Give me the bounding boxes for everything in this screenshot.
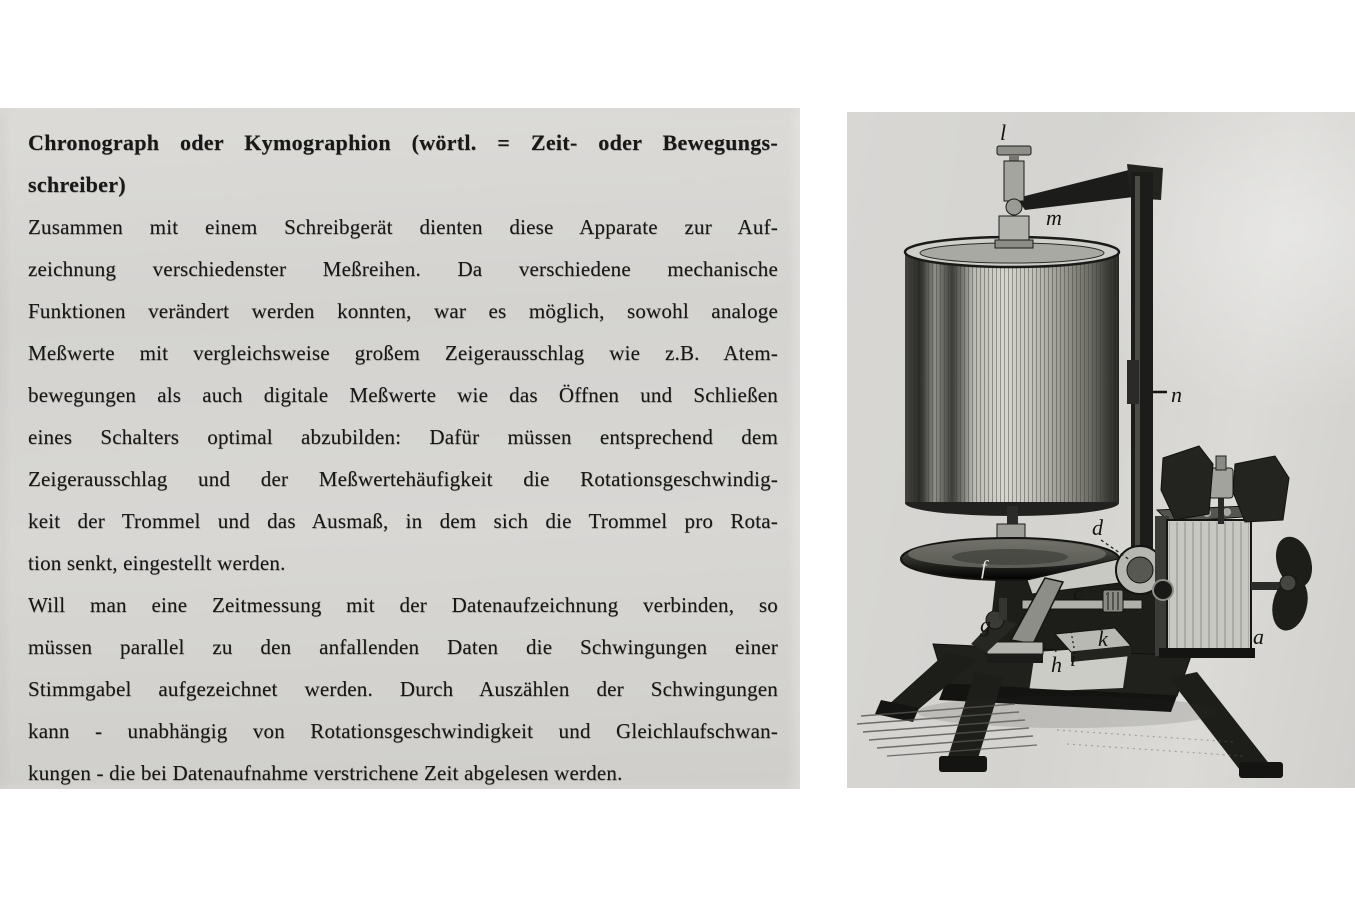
- drum-hatching: [905, 252, 1119, 502]
- governor-finial: [1216, 456, 1226, 470]
- gearbox-boss: [1153, 580, 1173, 600]
- label-a: a: [1253, 624, 1264, 649]
- lever-screw: [999, 598, 1007, 620]
- body-line: zeichnung verschiedenster Meßreihen. Da verschiedene mechanische: [28, 257, 778, 281]
- winding-key: [1251, 532, 1318, 634]
- gearbox-gear-hint: [1223, 508, 1231, 516]
- leg-right: [1169, 672, 1271, 774]
- governor-stem: [1218, 496, 1224, 524]
- label-l: l: [1000, 120, 1007, 145]
- figure-panel: [847, 112, 1355, 788]
- body-line: Funktionen verändert werden konnten, war es möglich, sowohl analoge: [28, 299, 778, 323]
- post-clamp: [1127, 360, 1139, 404]
- body-line: kann - unabhängig von Rotationsgeschwindigkeit und Gleichlaufschwan-: [28, 719, 778, 743]
- fan-blade-left: [1161, 446, 1213, 520]
- fan-blade-right: [1233, 456, 1289, 522]
- body-line: bewegungen als auch digitale Meßwerte wie das Öffnen und Schließen: [28, 383, 778, 407]
- label-d: d: [1092, 515, 1103, 540]
- body-line: tion senkt, eingestellt werden.: [28, 551, 286, 575]
- label-f: f: [981, 557, 987, 579]
- bearing-center: [1127, 557, 1153, 583]
- spindle-body: [1004, 161, 1024, 201]
- foot-front-left: [939, 756, 987, 772]
- label-m: m: [1046, 205, 1062, 230]
- body-line: Zeigerausschlag und der Meßwertehäufigkeit die Rotationsgeschwindig-: [28, 467, 778, 491]
- spindle-ball: [1006, 199, 1022, 215]
- gearbox: [1153, 506, 1259, 658]
- gearbox-bottom: [1159, 648, 1255, 658]
- foot-right: [1239, 762, 1283, 778]
- label-k: k: [1098, 626, 1108, 651]
- body-line: müssen parallel zu den anfallenden Daten die Schwingungen einer: [28, 635, 778, 659]
- kymograph-illustration: [847, 112, 1355, 788]
- spindle-flange: [995, 240, 1033, 248]
- heading-line: schreiber): [28, 172, 126, 197]
- body-line: Zusammen mit einem Schreibgerät dienten diese Apparate zur Auf-: [28, 215, 778, 239]
- text-panel: [0, 108, 800, 789]
- body-line: eines Schalters optimal abzubilden: Dafür müssen entsprechend dem: [28, 425, 778, 449]
- label-h: h: [1051, 652, 1062, 677]
- spindle-neck: [1009, 155, 1019, 161]
- gearbox-pinstripes: [1169, 522, 1249, 650]
- article-text: [28, 122, 778, 794]
- key-boss: [1280, 575, 1296, 591]
- body-line: Will man eine Zeitmessung mit der Datenaufzeichnung verbinden, so: [28, 593, 778, 617]
- body-line: kungen - die bei Datenaufnahme verstrichene Zeit abgelesen werden.: [28, 761, 623, 785]
- label-g: g: [980, 612, 991, 637]
- bracket-foot-side: [987, 654, 1043, 663]
- label-n: n: [1171, 382, 1182, 407]
- shadow-dots: [1057, 730, 1233, 742]
- spindle-cap: [997, 146, 1031, 155]
- heading-line: Chronograph oder Kymographion (wörtl. = Zeit- oder Bewegungs-: [28, 130, 778, 155]
- shadow-dots: [1067, 744, 1243, 756]
- body-line: Meßwerte mit vergleichsweise großem Zeigerausschlag wie z.B. Atem-: [28, 341, 778, 365]
- label-c: c: [1073, 580, 1083, 605]
- body-line: keit der Trommel und das Ausmaß, in dem sich die Trommel pro Rota-: [28, 509, 778, 533]
- disc-core: [952, 549, 1068, 565]
- body-line: Stimmgabel aufgezeichnet werden. Durch Auszählen der Schwingungen: [28, 677, 778, 701]
- base-shadow: [917, 696, 1217, 728]
- label-i: i: [1070, 646, 1077, 671]
- drum: [905, 237, 1119, 516]
